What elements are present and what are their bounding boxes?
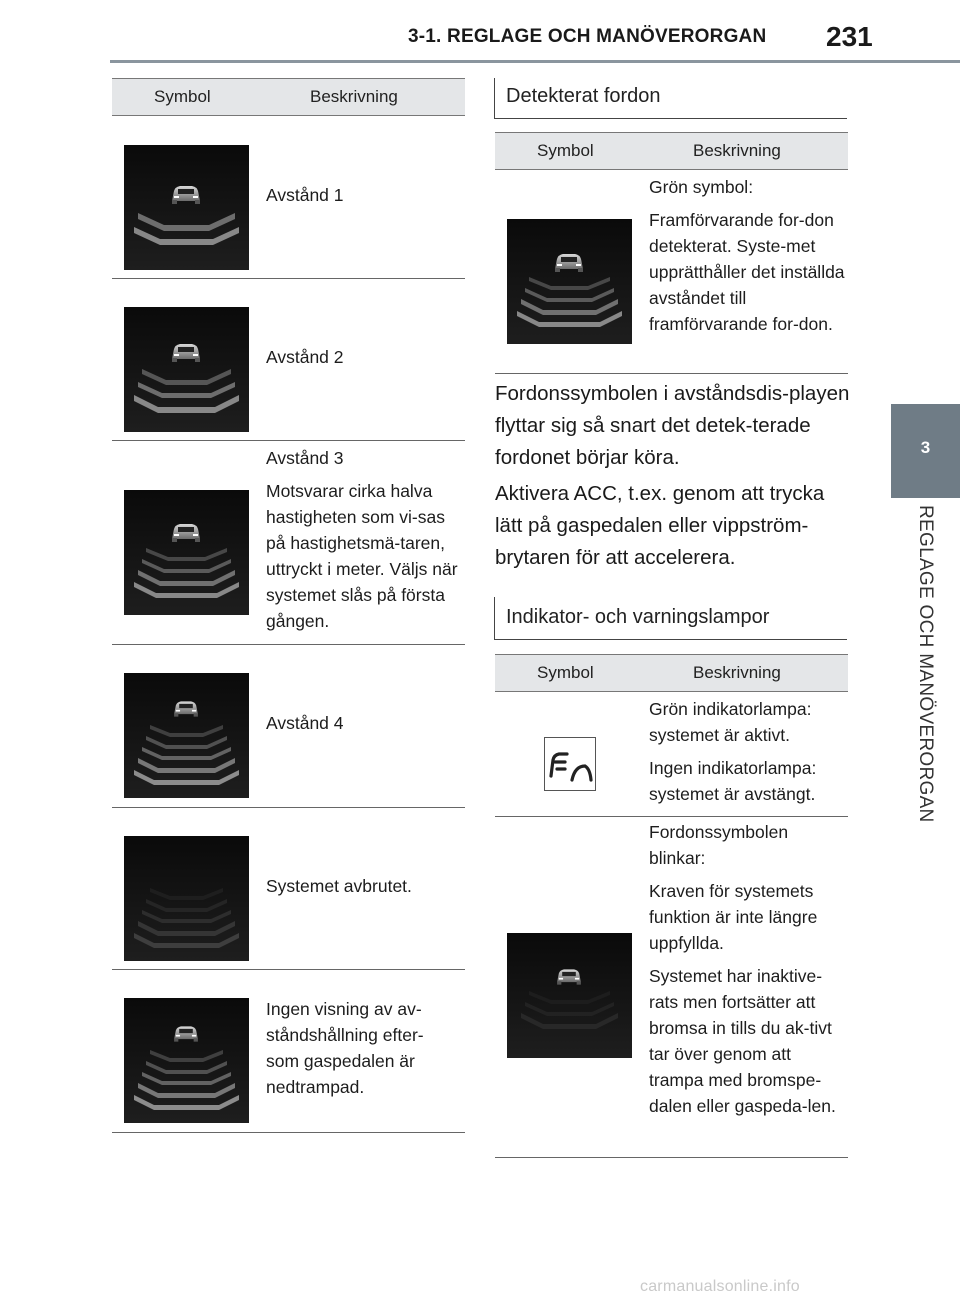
column-header-symbol: Symbol: [537, 663, 594, 682]
heading-text: Detekterat fordon: [506, 85, 661, 107]
detected-vehicle-heading: [494, 78, 847, 119]
description-title: Fordonssymbolen blinkar:: [649, 822, 789, 868]
description-text: Systemet avbrutet.: [266, 876, 412, 896]
description-text: Grön indikatorlampa: systemet är aktivt.: [649, 699, 812, 745]
row-divider: [112, 440, 465, 441]
column-header-description: Beskrivning: [693, 141, 781, 160]
row-divider: [112, 1132, 465, 1133]
row-divider: [112, 278, 465, 279]
heading-text: Indikator- och varningslampor: [506, 606, 770, 628]
description-text: Ingen indikatorlampa: systemet är avstängt.: [649, 758, 817, 804]
row-divider: [112, 807, 465, 808]
row-divider: [112, 969, 465, 970]
description-text: Motsvarar cirka halva hastigheten som vi-sas på hastighetsmä-taren, uttryckt i meter. Väljs när systemet slås på första gången.: [266, 481, 458, 631]
row-1-description: [266, 182, 461, 215]
description-text: Framförvarande for-don detekterat. Syste-met upprätthåller det inställda avståndet till framförvarande for-don.: [649, 210, 845, 334]
description-text: Avstånd 1: [266, 185, 344, 205]
watermark: carmanualsonline.info: [640, 1278, 800, 1295]
description-title: Grön symbol:: [649, 177, 754, 197]
vehicle-flashing-icon: [507, 933, 632, 1058]
description-text: Kraven för systemets funktion är inte längre uppfyllda.: [649, 881, 818, 953]
paragraph: Aktivera ACC, t.ex. genom att trycka lätt på gaspedalen eller vippström-brytaren för att accelerera.: [495, 482, 825, 569]
chapter-tab: [891, 404, 960, 498]
detected-vehicle-table: [495, 132, 848, 376]
column-header-description: Beskrivning: [310, 87, 398, 106]
row-5-description: [266, 873, 461, 906]
row-divider: [495, 816, 848, 817]
detected-vehicle-description: [649, 174, 849, 344]
chapter-title: REGLAGE OCH MANÖVERORGAN: [915, 505, 936, 823]
page-number: 231: [826, 21, 873, 52]
header-rule: [110, 60, 960, 63]
table-header: [112, 78, 465, 116]
description-text: Avstånd 2: [266, 347, 344, 367]
distance-2-icon: [124, 307, 249, 432]
indicators-heading: [494, 597, 847, 640]
distance-table: [112, 78, 465, 1134]
description-title: Avstånd 3: [266, 448, 344, 468]
distance-3-icon: [124, 490, 249, 615]
row-divider: [495, 1157, 848, 1158]
row-2-description: [266, 344, 461, 377]
row-3-description: [266, 445, 466, 641]
column-header-description: Beskrivning: [693, 663, 781, 682]
distance-1-icon: [124, 145, 249, 270]
distance-4-icon: [124, 673, 249, 798]
description-text: Systemet har inaktive-rats men fortsätter att bromsa in tills du ak-tivt tar över genom att trampa med bromspe-dalen eller gaspeda-len.: [649, 966, 836, 1116]
acc-indicator-icon: [544, 737, 596, 791]
row-divider: [112, 644, 465, 645]
indicator-2-description: [649, 819, 849, 1126]
description-text: Avstånd 4: [266, 713, 344, 733]
description-text: Ingen visning av av-ståndshållning efter-som gaspedalen är nedtrampad.: [266, 999, 424, 1097]
vehicle-detected-icon: [507, 219, 632, 344]
row-4-description: [266, 710, 461, 743]
table-header: [495, 132, 848, 170]
paragraph: Fordonssymbolen i avståndsdis-playen flyttar sig så snart det detek-terade fordonet börjar köra.: [495, 382, 850, 469]
indicator-1-description: [649, 696, 849, 814]
no-distance-control-icon: [124, 998, 249, 1123]
indicators-table: [495, 654, 848, 1160]
table-header: [495, 654, 848, 692]
chapter-number: 3: [920, 438, 931, 457]
row-6-description: [266, 996, 456, 1107]
section-title: 3-1. REGLAGE OCH MANÖVERORGAN: [408, 26, 767, 47]
system-interrupted-icon: [124, 836, 249, 961]
page-header: [0, 0, 960, 62]
row-divider: [495, 373, 848, 374]
column-header-symbol: Symbol: [537, 141, 594, 160]
body-text: [495, 378, 855, 578]
column-header-symbol: Symbol: [154, 87, 211, 106]
